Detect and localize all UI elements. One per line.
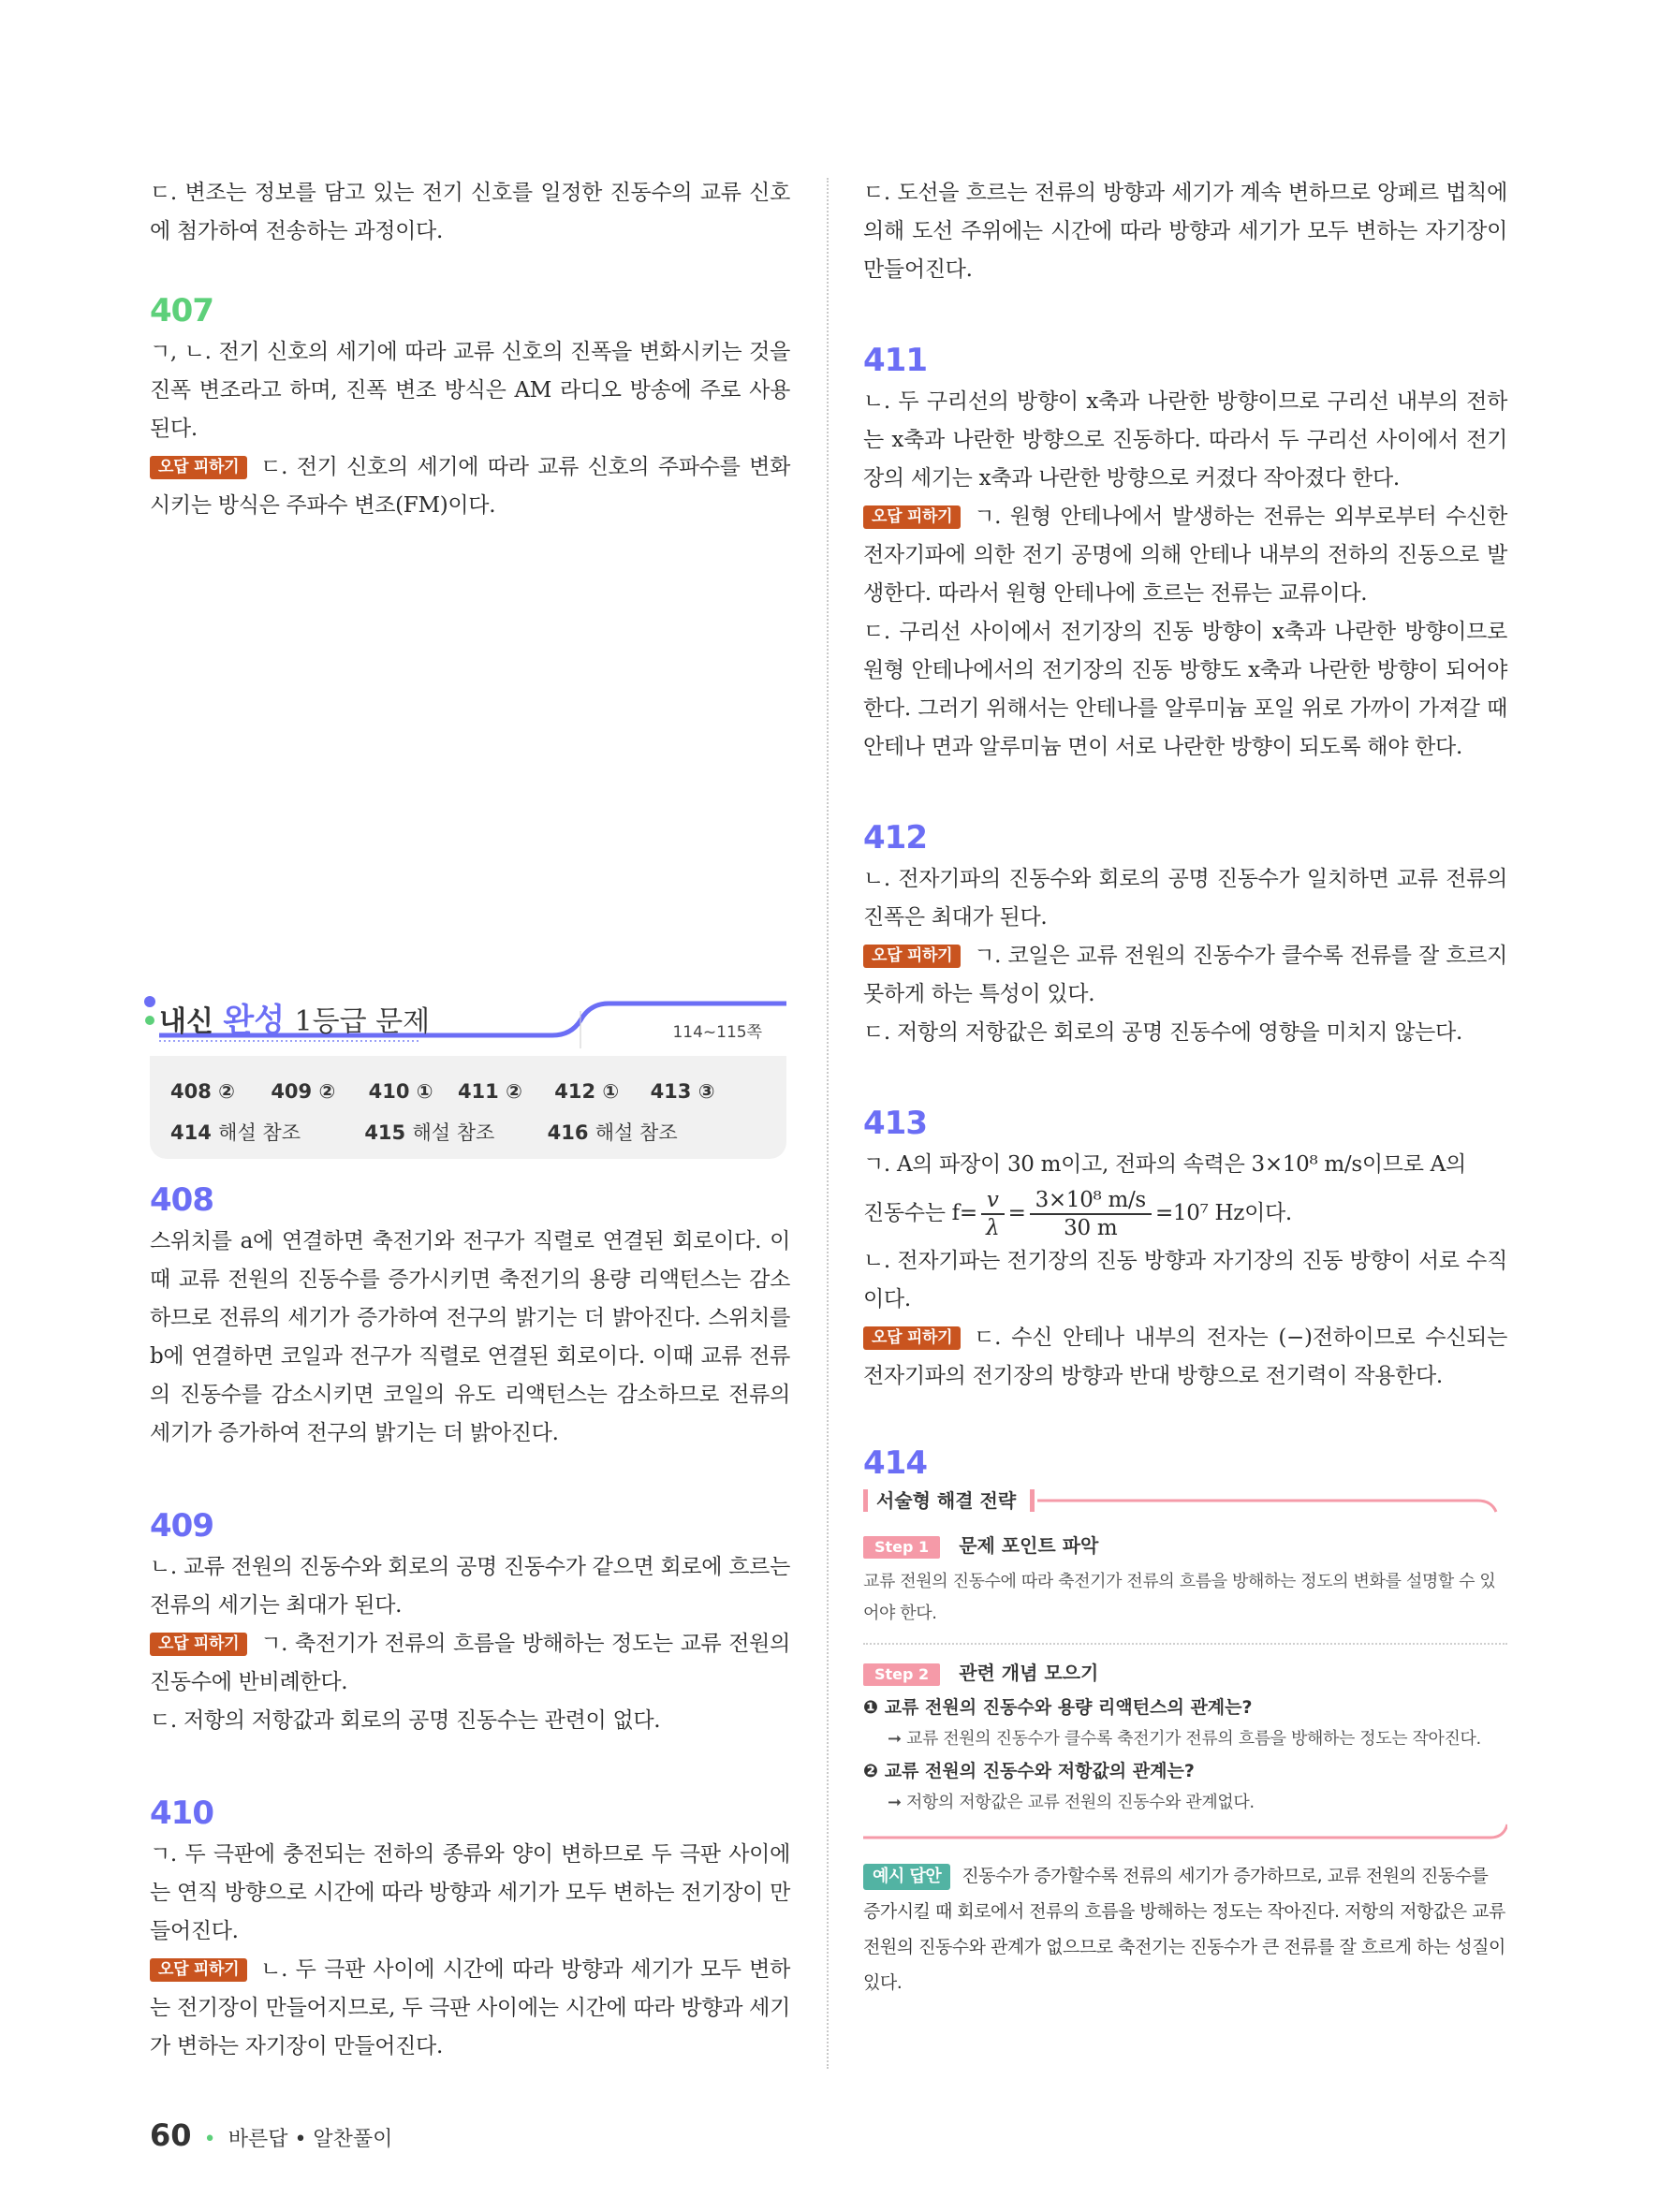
left-column-top: [150, 174, 790, 525]
fraction-numerator: 3×10⁸ m/s: [1030, 1187, 1152, 1215]
answer-411-extra: ㄷ. 구리선 사이에서 전기장의 진동 방향이 x축과 나란한 방향이므로 원형 안테나에서의 전기장의 진동 방향도 x축과 나란한 방향이 되어야 한다. 그러기 위해서는 안테나를 알루미늄 포일 위로 가까이 가져갈 때 안테나 면과 알루미늄 면이 서로 나란한 방향이 되도록 해야 한다.: [863, 620, 1507, 759]
answer-key-box: [150, 1056, 786, 1159]
answer-key-item: 412 ①: [554, 1080, 620, 1103]
answer-key-item: 410 ①: [368, 1080, 433, 1103]
question-number-414: 414: [863, 1444, 927, 1482]
strategy-bottom-line: [863, 1819, 1507, 1845]
answer-408-text: 스위치를 a에 연결하면 축전기와 전구가 직렬로 연결된 회로이다. 이때 교류 전원의 진동수를 증가시키면 축전기의 용량 리액턴스는 감소하므로 전류의 세기가 증가하여 전구의 밝기는 더 밝아진다. 스위치를 b에 연결하면 코일과 전구가 직렬로 연결된 회로이다. 이때 교류 전류의 진동수를 감소시키면 코일의 유도 리액턴스는 감소하므로 전류의 세기가 증가하여 전구의 밝기는 더 밝아진다.: [150, 1229, 790, 1445]
question-number-413: 413: [863, 1105, 927, 1142]
section-title-c: 1등급 문제: [294, 1005, 431, 1038]
question-number-412: 412: [863, 819, 927, 857]
wrong-answer-tag: 오답 피하기: [863, 505, 961, 529]
section-title-b: 완성: [223, 1002, 286, 1039]
footer-text: 바른답 • 알찬풀이: [228, 2128, 393, 2151]
answer-key-row-2: [170, 1118, 678, 1146]
strategy-header: [863, 1486, 1507, 1519]
answer-410-avoid: [150, 1951, 790, 2066]
wrong-answer-tag: 오답 피하기: [150, 1958, 247, 1982]
wrong-answer-tag: 오답 피하기: [150, 1633, 247, 1656]
answer-407-text: ㄱ, ㄴ. 전기 신호의 세기에 따라 교류 신호의 진폭을 변화시키는 것을 진폭 변조라고 하며, 진폭 변조 방식은 AM 라디오 방송에 주로 사용된다.: [150, 340, 790, 441]
answer-411-text: ㄴ. 두 구리선의 방향이 x축과 나란한 방향이므로 구리선 내부의 전하는 x축과 나란한 방향으로 진동하다. 따라서 두 구리선 사이에서 전기장의 세기는 x축과 나란한 방향으로 커졌다 작아졌다 한다.: [863, 389, 1507, 491]
concept2-answer: ➞ 저항의 저항값은 교류 전원의 진동수와 관계없다.: [888, 1793, 1255, 1812]
step1-title: 문제 포인트 파악: [959, 1534, 1099, 1557]
question-number-411: 411: [863, 342, 927, 379]
answer-413-text-2: ㄴ. 전자기파는 전기장의 진동 방향과 자기장의 진동 방향이 서로 수직이다.: [863, 1249, 1507, 1311]
answer-407-avoid-text: ㄷ. 전기 신호의 세기에 따라 교류 신호의 주파수를 변화시키는 방식은 주파수 변조(FM)이다.: [150, 455, 790, 518]
example-answer-pill: 예시 답안: [863, 1864, 950, 1890]
concept1-answer: ➞ 교류 전원의 진동수가 클수록 축전기가 전류의 흐름을 방해하는 정도는 작아진다.: [888, 1729, 1481, 1749]
answer-410-text: ㄱ. 두 극판에 충전되는 전하의 종류와 양이 변하므로 두 극판 사이에는 연직 방향으로 시간에 따라 방향과 세기가 모두 변하는 전기장이 만들어진다.: [150, 1842, 790, 1943]
section-header: [140, 983, 796, 1048]
answer-409-text: ㄴ. 교류 전원의 진동수와 회로의 공명 진동수가 같으면 회로에 흐르는 전류의 세기는 최대가 된다.: [150, 1555, 790, 1618]
answer-413-avoid-text: ㄷ. 수신 안테나 내부의 전자는 (−)전하이므로 수신되는 전자기파의 전기장의 방향과 반대 방향으로 전기력이 작용한다.: [863, 1326, 1507, 1388]
strategy-bar-right: [1030, 1489, 1035, 1512]
concept1-question: ❶ 교류 전원의 진동수와 용량 리액턴스의 관계는?: [863, 1697, 1253, 1718]
intro-paragraph: ㄷ. 변조는 정보를 담고 있는 전기 신호를 일정한 진동수의 교류 신호에 첨가하여 전송하는 과정이다.: [150, 181, 790, 243]
step-separator: [863, 1630, 1507, 1645]
answer-key-ref: 414 해설 참조: [170, 1121, 301, 1144]
answer-key-item: 409 ②: [271, 1080, 336, 1103]
wrong-answer-tag: 오답 피하기: [150, 456, 247, 479]
answer-413-avoid: [863, 1319, 1507, 1396]
answer-409-extra: ㄷ. 저항의 저항값과 회로의 공명 진동수는 관련이 없다.: [150, 1708, 661, 1733]
answer-key-row-1: [170, 1080, 715, 1103]
fraction-denominator: 30 m: [1064, 1216, 1118, 1240]
answer-key-item: 408 ②: [170, 1080, 235, 1103]
answer-411-avoid: [863, 498, 1507, 613]
equals-sign: =: [1007, 1201, 1026, 1225]
strategy-title: 서술형 해결 전략: [876, 1489, 1017, 1512]
answer-key-ref: 416 해설 참조: [547, 1121, 678, 1144]
answer-412-extra: ㄷ. 저항의 저항값은 회로의 공명 진동수에 영향을 미치지 않는다.: [863, 1020, 1462, 1045]
section-pages: 114~115쪽: [672, 1023, 762, 1042]
step1-text: 교류 전원의 진동수에 따라 축전기가 전류의 흐름을 방해하는 정도의 변화를 설명할 수 있어야 한다.: [863, 1572, 1496, 1623]
equation-result: =10⁷ Hz이다.: [1154, 1201, 1292, 1225]
answer-413-equation: [863, 1184, 1507, 1242]
equation-prefix: 진동수는 f=: [863, 1201, 977, 1225]
answer-413-text: ㄱ. A의 파장이 30 m이고, 전파의 속력은 3×10⁸ m/s이므로 A의: [863, 1152, 1466, 1177]
strategy-bar-left: [863, 1489, 868, 1512]
question-number-409: 409: [150, 1507, 213, 1545]
wrong-answer-tag: 오답 피하기: [863, 945, 961, 968]
answer-key-ref: 415 해설 참조: [364, 1121, 495, 1144]
fraction-v-lambda: [981, 1187, 1005, 1241]
answer-412-avoid: [863, 937, 1507, 1014]
answer-key-item: 413 ③: [650, 1080, 715, 1103]
step1-pill: Step 1: [863, 1536, 940, 1559]
example-answer: [863, 1858, 1507, 2000]
left-column-bottom: [150, 1181, 790, 2066]
footer-dot: •: [203, 2128, 216, 2151]
strategy-line: [1037, 1486, 1505, 1519]
answer-409-avoid-text: ㄱ. 축전기가 전류의 흐름을 방해하는 정도는 교류 전원의 진동수에 반비례한다.: [150, 1632, 790, 1694]
question-number-410: 410: [150, 1795, 213, 1832]
answer-412-avoid-text: ㄱ. 코일은 교류 전원의 진동수가 클수록 전류를 잘 흐르지 못하게 하는 특성이 있다.: [863, 944, 1507, 1006]
fraction-numerator: v: [981, 1187, 1005, 1215]
wrong-answer-tag: 오답 피하기: [863, 1326, 961, 1350]
section-title: [159, 994, 430, 1040]
question-number-407: 407: [150, 292, 213, 330]
right-column: [863, 174, 1507, 2000]
step2-pill: Step 2: [863, 1663, 940, 1686]
answer-key-item: 411 ②: [457, 1080, 522, 1103]
example-answer-text: 진동수가 증가할수록 전류의 세기가 증가하므로, 교류 전원의 진동수를 증가시킬 때 회로에서 전류의 흐름을 방해하는 정도는 작아진다. 저항의 저항값은 교류 전원의 진동수와 관계가 없으므로 축전기는 진동수가 큰 전류를 잘 흐르게 하는 성질이 있다.: [863, 1866, 1505, 1993]
fraction-values: [1030, 1187, 1152, 1241]
column-divider: [827, 178, 829, 2069]
answer-411-avoid-text: ㄱ. 원형 안테나에서 발생하는 전류는 외부로부터 수신한 전자기파에 의한 전기 공명에 의해 안테나 내부의 전하의 진동으로 발생한다. 따라서 원형 안테나에 흐르는 전류는 교류이다.: [863, 505, 1507, 606]
page-footer: [150, 2117, 392, 2153]
step1-header: [863, 1531, 1507, 1559]
step2-title: 관련 개념 모으기: [959, 1662, 1099, 1684]
answer-410-avoid-text: ㄴ. 두 극판 사이에 시간에 따라 방향과 세기가 모두 변하는 전기장이 만들어지므로, 두 극판 사이에는 시간에 따라 방향과 세기가 변하는 자기장이 만들어진다.: [150, 1957, 790, 2058]
section-title-a: 내신: [159, 1005, 213, 1038]
fraction-denominator: λ: [986, 1216, 1000, 1240]
concept2-question: ❷ 교류 전원의 진동수와 저항값의 관계는?: [863, 1761, 1195, 1781]
right-intro-paragraph: ㄷ. 도선을 흐르는 전류의 방향과 세기가 계속 변하므로 앙페르 법칙에 의해 도선 주위에는 시간에 따라 방향과 세기가 모두 변하는 자기장이 만들어진다.: [863, 181, 1507, 282]
step2-header: [863, 1658, 1507, 1686]
answer-409-avoid: [150, 1625, 790, 1702]
answer-407-avoid: [150, 448, 790, 525]
page-number: 60: [150, 2117, 192, 2153]
question-number-408: 408: [150, 1181, 213, 1219]
answer-412-text: ㄴ. 전자기파의 진동수와 회로의 공명 진동수가 일치하면 교류 전류의 진폭은 최대가 된다.: [863, 867, 1507, 930]
